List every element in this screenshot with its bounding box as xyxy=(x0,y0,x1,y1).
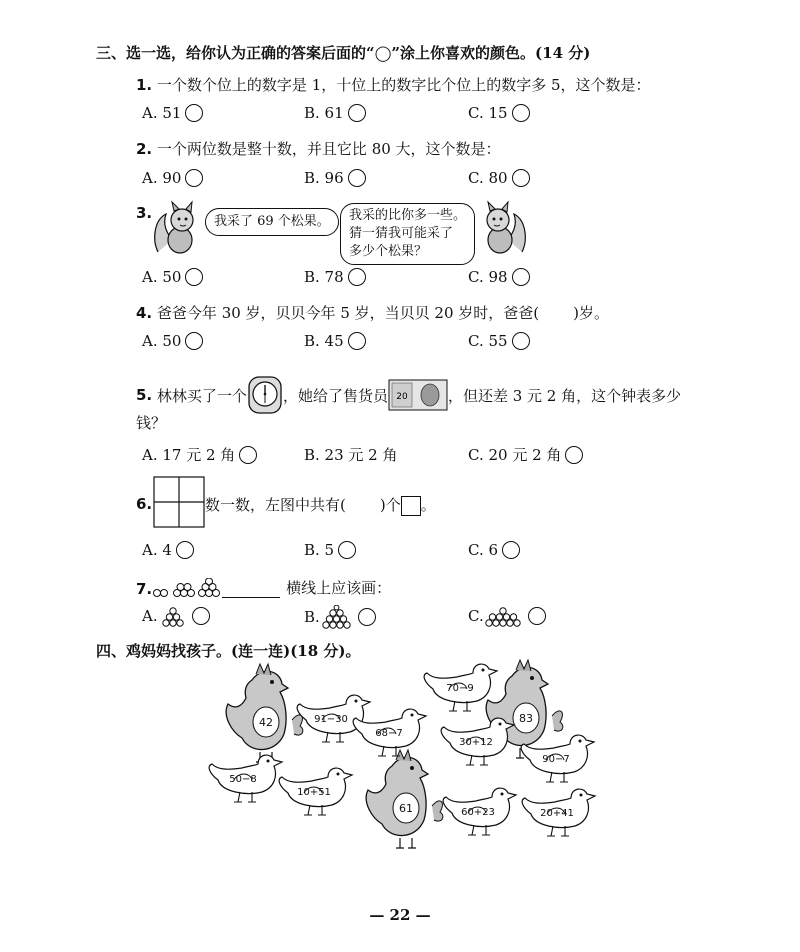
option-label: B. 96 xyxy=(304,169,344,187)
question-text: 一个数个位上的数字是 1，十位上的数字比个位上的数字多 5，这个数是： xyxy=(156,76,651,94)
chick-label[interactable]: 91−30 xyxy=(314,714,348,725)
question-text: 横线上应该画： xyxy=(286,579,392,597)
option-label: B. 23 元 2 角 xyxy=(304,446,398,464)
option-label: A. xyxy=(142,607,158,625)
question-text-c: ，但还差 3 元 2 角，这个钟表多少 xyxy=(447,386,682,405)
page-number: — 22 — xyxy=(369,906,431,924)
option-label: A. 90 xyxy=(142,169,182,187)
question-text-before: 爸爸今年 30 岁，贝贝今年 5 岁，当贝贝 20 岁时，爸爸( xyxy=(156,304,540,322)
bubble-line: 我采的比你多一些。 xyxy=(349,208,467,223)
bubble-line: 多少个松果？ xyxy=(349,244,428,259)
option-label: A. 50 xyxy=(142,332,182,350)
option-label: A. 4 xyxy=(142,541,172,559)
question-5-continued: 钱？ xyxy=(136,414,167,432)
chick-label[interactable]: 60+23 xyxy=(461,807,495,818)
question-text-mid: )个 xyxy=(379,496,401,514)
chick-label[interactable]: 20+41 xyxy=(540,808,574,819)
hen-label[interactable]: 42 xyxy=(259,716,273,729)
option-label: C. xyxy=(468,607,484,625)
question-number: 2. xyxy=(136,140,153,158)
chick-label[interactable]: 50−8 xyxy=(229,774,257,785)
question-text-before: 数一数，左图中共有( xyxy=(205,496,346,514)
chick-label[interactable]: 10+51 xyxy=(297,787,331,798)
option-label: B. xyxy=(304,608,320,626)
question-number: 5. xyxy=(136,386,153,404)
option-label: C. 55 xyxy=(468,332,508,350)
option-label: C. 15 xyxy=(468,104,508,122)
option-label: B. 78 xyxy=(304,268,344,286)
question-text-b: ，她给了售货员 xyxy=(282,386,388,405)
option-label: A. 50 xyxy=(142,268,182,286)
chick-label[interactable]: 68−7 xyxy=(375,728,403,739)
speech-bubble-left: 我采了 69 个松果。 xyxy=(205,208,339,236)
option-label: C. 6 xyxy=(468,541,499,559)
option-label: C. 98 xyxy=(468,268,508,286)
option-label: A. 51 xyxy=(142,104,182,122)
hen-label[interactable]: 61 xyxy=(399,802,413,815)
banknote-value: 20 xyxy=(396,392,408,402)
question-number: 7. xyxy=(136,580,153,598)
chick-label[interactable]: 30+12 xyxy=(459,737,493,748)
question-text-after: 。 xyxy=(420,496,436,514)
question-text-after: )岁。 xyxy=(573,304,609,322)
chick-label[interactable]: 70−9 xyxy=(446,683,474,694)
hen-label[interactable]: 83 xyxy=(519,712,533,725)
option-label: C. 80 xyxy=(468,169,508,187)
option-label: B. 61 xyxy=(304,104,344,122)
section-4-title: 四、鸡妈妈找孩子。(连一连)(18 分)。 xyxy=(96,642,361,660)
section-3-title: 三、选一选，给你认为正确的答案后面的“◯”涂上你喜欢的颜色。(14 分) xyxy=(96,44,591,62)
chick-label[interactable]: 90−7 xyxy=(542,754,570,765)
question-number: 3. xyxy=(136,204,153,222)
question-text: 一个两位数是整十数，并且它比 80 大，这个数是： xyxy=(156,140,501,158)
option-label: B. 45 xyxy=(304,332,344,350)
bubble-line: 猜一猜我可能采了 xyxy=(349,226,454,241)
question-number: 1. xyxy=(136,76,153,94)
question-number: 4. xyxy=(136,304,153,322)
question-number: 6. xyxy=(136,495,153,513)
option-label: A. 17 元 2 角 xyxy=(142,446,236,464)
question-text-a: 林林买了一个 xyxy=(156,386,247,405)
option-label: B. 5 xyxy=(304,541,335,559)
option-label: C. 20 元 2 角 xyxy=(468,446,562,464)
